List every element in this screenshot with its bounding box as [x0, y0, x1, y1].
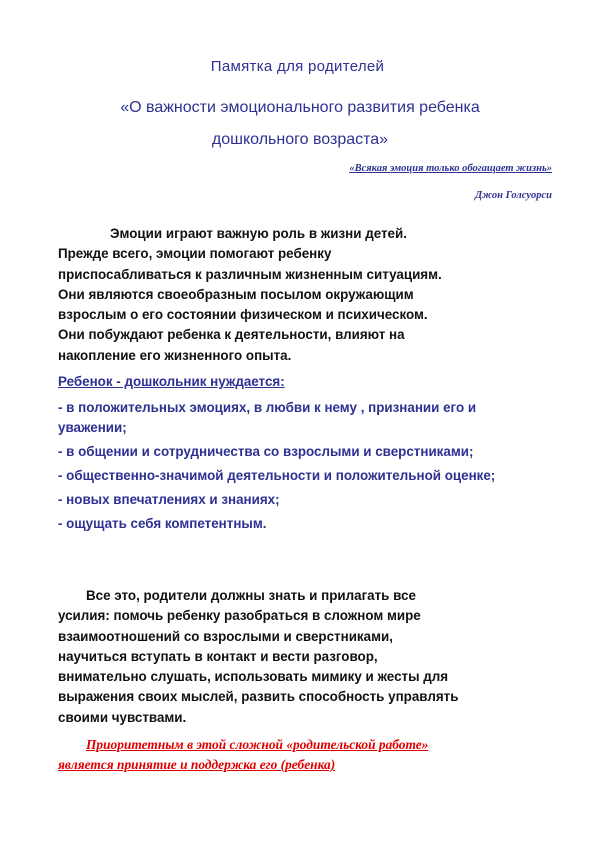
text-line: накопление его жизненного опыта. — [58, 347, 292, 363]
text-line: является принятие и поддержка его (ребенка) — [58, 757, 336, 772]
text-line: усилия: помочь ребенку разобраться в сложном мире — [58, 608, 421, 624]
list-item: - в положительных эмоциях, в любви к нему , признании его и уважении; — [58, 400, 477, 435]
document-title: Памятка для родителей — [210, 58, 385, 75]
epigraph — [349, 163, 552, 201]
list-item: - общественно-значимой деятельности и положительной оценке; — [58, 468, 496, 483]
text-line: Они являются своеобразным посылом окружающим — [58, 286, 414, 302]
epigraph-quote: «Всякая эмоция только обогащает жизнь» — [349, 163, 552, 174]
needs-heading: Ребенок - дошкольник нуждается: — [58, 374, 285, 389]
text-line: научиться вступать в контакт и вести разговор, — [58, 648, 378, 664]
subtitle-line: дошкольного возраста» — [211, 131, 389, 148]
text-line: приспосабливаться к различным жизненным ситуациям. — [58, 266, 442, 282]
priority-statement — [58, 735, 558, 775]
list-item: - новых впечатлениях и знаниях; — [58, 492, 280, 507]
text-line: Все это, родители должны знать и прилагать все — [86, 588, 416, 603]
text-line: Прежде всего, эмоции помогают ребенку — [58, 246, 332, 262]
intro-paragraph — [58, 224, 548, 366]
text-line: выражения своих мыслей, развить способность управлять — [58, 689, 459, 705]
needs-list — [58, 398, 548, 538]
text-line: взрослым о его состоянии физическом и психическом. — [58, 307, 428, 323]
text-line: внимательно слушать, использовать мимику и жесты для — [58, 669, 449, 685]
text-line: взаимоотношений со взрослыми и сверстниками, — [58, 628, 393, 644]
text-line: своими чувствами. — [58, 709, 187, 725]
conclusion-paragraph — [58, 586, 548, 728]
document-subtitle — [60, 92, 540, 156]
list-item: - в общении и сотрудничества со взрослыми и сверстниками; — [58, 444, 474, 459]
text-line: Приоритетным в этой сложной «родительской работе» — [86, 737, 429, 752]
epigraph-author: Джон Голсуорси — [474, 190, 552, 201]
list-item: - ощущать себя компетентным. — [58, 516, 267, 531]
subtitle-line: «О важности эмоционального развития ребенка — [120, 99, 480, 116]
text-line: Эмоции играют важную роль в жизни детей. — [110, 226, 407, 241]
text-line: Они побуждают ребенка к деятельности, влияют на — [58, 327, 405, 343]
